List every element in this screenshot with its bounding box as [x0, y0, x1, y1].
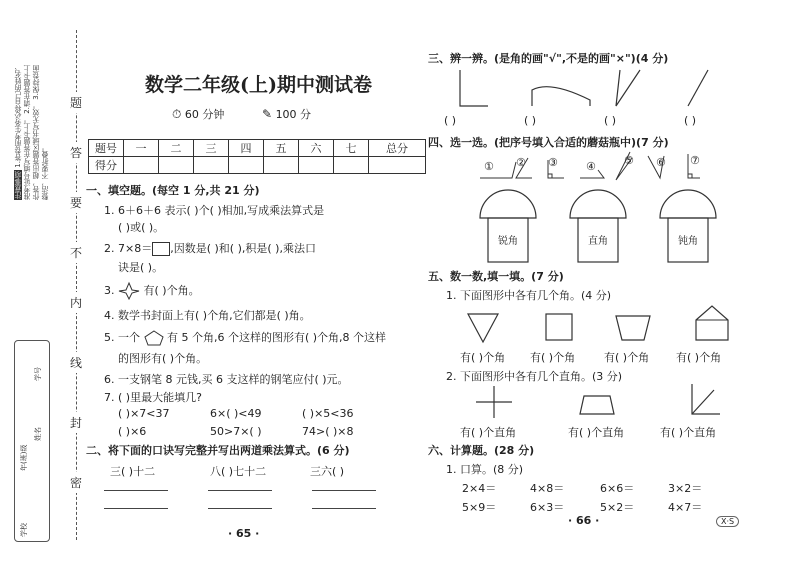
angle-number: ④: [586, 160, 596, 173]
exam-title: 数学二年级(上)期中测试卷: [145, 74, 372, 96]
notice-box: [14, 60, 52, 200]
score-table: [88, 139, 426, 174]
q7-item: ( )×7<37: [118, 407, 170, 420]
count-answer[interactable]: 有( )个角: [460, 351, 506, 364]
count-angle-shapes: [466, 306, 736, 346]
score-header-cell: 一: [124, 140, 159, 157]
angle-options: [480, 152, 720, 184]
q5-pre: 5. 一个: [104, 331, 140, 344]
id-field-name[interactable]: 姓名: [34, 427, 42, 441]
judge-answer[interactable]: ( ): [444, 114, 457, 127]
student-id-box: [14, 340, 50, 542]
score-info: [262, 106, 311, 122]
score-header-cell: 四: [229, 140, 264, 157]
margin-label: 题: [70, 92, 82, 113]
corner-tag: X·S: [716, 516, 739, 527]
shape-square: [546, 314, 572, 340]
answer-line[interactable]: [208, 508, 272, 509]
calc-item[interactable]: 4×8＝: [530, 482, 565, 495]
q2-post: ,因数是( )和( ),积是( ),乘法口: [170, 242, 316, 255]
figure-right-angle: [460, 70, 488, 106]
q6-line: 6. 一支钢笔 8 元钱,买 6 支这样的钢笔应付( )元。: [104, 373, 349, 386]
score-cell[interactable]: [264, 157, 299, 174]
q7-line: 7. ( )里最大能填几?: [104, 391, 202, 404]
score-header-cell: 总分: [369, 140, 426, 157]
q4-line: 4. 数学书封面上有( )个角,它们都是( )角。: [104, 309, 311, 322]
mushroom-jar-obtuse: [660, 190, 716, 262]
angle-option-7: [688, 154, 700, 178]
score-header-cell: 三: [194, 140, 229, 157]
score-header-row: [89, 140, 426, 157]
notice-text: 1.答卷前考生务必将自己的姓名、准考证号填写在答题卡上。 2.请在答题卡上作答，超出答题区域书写无效。 3.保持卷面整洁，不要折叠。: [14, 63, 49, 200]
calc-item[interactable]: 4×7＝: [668, 501, 703, 514]
mushroom-jar-acute: [480, 190, 536, 262]
id-field-school[interactable]: 学校: [20, 523, 28, 537]
count-answer[interactable]: 有( )个角: [530, 351, 576, 364]
section5-heading: 五、数一数,填一填。(7 分): [428, 270, 564, 283]
angle-number: ⑥: [656, 156, 666, 169]
figure-single-line: [688, 70, 708, 106]
angle-option-4: [580, 170, 604, 178]
score-header-cell: 七: [334, 140, 369, 157]
rhyme-item: 八( )七十二: [210, 465, 267, 478]
score-label: 100 分: [275, 108, 312, 121]
calc-item[interactable]: 3×2＝: [668, 482, 703, 495]
margin-label: 线: [70, 352, 82, 373]
calc-item[interactable]: 5×2＝: [600, 501, 635, 514]
answer-line[interactable]: [208, 490, 272, 491]
q3-text: 有( )个角。: [143, 284, 200, 297]
calc-item[interactable]: 6×6＝: [600, 482, 635, 495]
pentagon-icon: [144, 330, 164, 346]
score-cell[interactable]: [299, 157, 334, 174]
angle-option-5: [616, 152, 632, 180]
time-label: 60 分钟: [184, 108, 225, 121]
angle-number: ①: [484, 160, 494, 173]
q3-number: 3.: [104, 284, 115, 297]
shape-quadrilateral: [580, 396, 614, 414]
angle-figures: [440, 70, 740, 120]
answer-line[interactable]: [104, 508, 168, 509]
mushroom-jars: [476, 186, 736, 266]
score-header-cell: 题号: [89, 140, 124, 157]
shape-cross: [476, 386, 512, 418]
q5-line2: 的图形有( )个角。: [118, 352, 208, 365]
s5-q2: 2. 下面图形中各有几个直角。(3 分): [446, 370, 623, 383]
jar-label-obtuse: 钝角: [678, 236, 698, 247]
score-cell[interactable]: [334, 157, 369, 174]
q7-item: ( )×5<36: [302, 407, 354, 420]
q5-line1: [104, 329, 386, 346]
judge-answer[interactable]: ( ): [604, 114, 617, 127]
angle-number: ⑦: [690, 154, 700, 167]
angle-option-1: [480, 162, 516, 178]
mushroom-jar-right: [570, 190, 626, 262]
answer-box[interactable]: [152, 242, 170, 256]
page-number-left: · 65 ·: [228, 527, 260, 540]
score-cell[interactable]: [369, 157, 426, 174]
section6-heading: 六、计算题。(28 分): [428, 444, 535, 457]
answer-line[interactable]: [312, 508, 376, 509]
section3-heading: 三、辨一辨。(是角的画"√",不是的画"×")(4 分): [428, 52, 669, 65]
q2-pre: 2. 7×8＝: [104, 242, 153, 255]
margin-label: 内: [70, 292, 82, 313]
margin-label: 封: [70, 412, 82, 433]
rhyme-item: 三( )十二: [110, 465, 156, 478]
angle-option-6: [648, 156, 664, 178]
angle-option-2: [516, 158, 532, 178]
calc-item[interactable]: 2×4＝: [462, 482, 497, 495]
score-cell[interactable]: [229, 157, 264, 174]
star-shape-icon: [118, 282, 140, 300]
q2-line1: [104, 240, 316, 256]
margin-label: 要: [70, 192, 82, 213]
answer-line[interactable]: [312, 490, 376, 491]
count-right-angle-shapes: [474, 384, 734, 424]
id-field-number[interactable]: 学号: [34, 367, 42, 381]
margin-label: 答: [70, 142, 82, 163]
section1-heading: 一、填空题。(每空 1 分,共 21 分): [86, 184, 260, 197]
q7-item: ( )×6: [118, 425, 147, 438]
count-answer[interactable]: 有( )个角: [604, 351, 650, 364]
jar-label-acute: 锐角: [498, 236, 518, 247]
score-header-cell: 六: [299, 140, 334, 157]
angle-number: ⑤: [624, 154, 634, 167]
right-angle-answer[interactable]: 有( )个直角: [568, 426, 625, 439]
score-row: [89, 157, 426, 174]
score-cell[interactable]: [194, 157, 229, 174]
margin-label: 密: [70, 472, 82, 493]
shape-trapezoid: [616, 316, 650, 340]
margin-label: 不: [70, 242, 82, 263]
id-field-class[interactable]: 年(班)级: [20, 444, 28, 471]
judge-answer[interactable]: ( ): [684, 114, 697, 127]
count-answer[interactable]: 有( )个角: [676, 351, 722, 364]
score-cell[interactable]: [159, 157, 194, 174]
angle-option-3: [548, 160, 564, 178]
q7-item: 6×( )<49: [210, 407, 262, 420]
shape-house: [696, 306, 728, 340]
score-header-cell: 二: [159, 140, 194, 157]
score-row-label: 得分: [89, 157, 124, 174]
q5-post: 有 5 个角,6 个这样的图形有( )个角,8 个这样: [167, 331, 387, 344]
q7-item: 74>( )×8: [302, 425, 354, 438]
judge-answer[interactable]: ( ): [524, 114, 537, 127]
s5-q1: 1. 下面图形中各有几个角。(4 分): [446, 289, 612, 302]
notice-tag: 注意事项: [14, 171, 22, 199]
right-angle-answer[interactable]: 有( )个直角: [660, 426, 717, 439]
figure-acute-angle: [616, 70, 640, 106]
section2-heading: 二、将下面的口诀写完整并写出两道乘法算式。(6 分): [86, 444, 350, 457]
score-icon: ✎: [262, 107, 273, 121]
answer-line[interactable]: [104, 490, 168, 491]
shape-triangle: [468, 314, 498, 342]
score-cell[interactable]: [124, 157, 159, 174]
calc-item[interactable]: 6×3＝: [530, 501, 565, 514]
score-header-cell: 五: [264, 140, 299, 157]
q3-line: [104, 282, 200, 300]
angle-number: ③: [548, 156, 558, 169]
jar-label-right: 直角: [588, 236, 608, 247]
time-info: [172, 106, 224, 122]
q1-line2: ( )或( )。: [118, 221, 165, 234]
angle-number: ②: [516, 156, 526, 169]
section4-heading: 四、选一选。(把序号填入合适的蘑菇瓶中)(7 分): [428, 136, 669, 149]
right-angle-answer[interactable]: 有( )个直角: [460, 426, 517, 439]
rhyme-item: 三六( ): [310, 465, 345, 478]
s6-q1: 1. 口算。(8 分): [446, 463, 524, 476]
page-number-right: · 66 ·: [568, 514, 600, 527]
calc-item[interactable]: 5×9＝: [462, 501, 497, 514]
q1-line1: 1. 6＋6＋6 表示( )个( )相加,写成乘法算式是: [104, 204, 325, 217]
clock-icon: ⏱: [172, 107, 182, 121]
q7-item: 50>7×( ): [210, 425, 262, 438]
shape-angle: [692, 384, 720, 414]
q2-line2: 诀是( )。: [118, 261, 164, 274]
figure-curved-line: [532, 87, 590, 106]
